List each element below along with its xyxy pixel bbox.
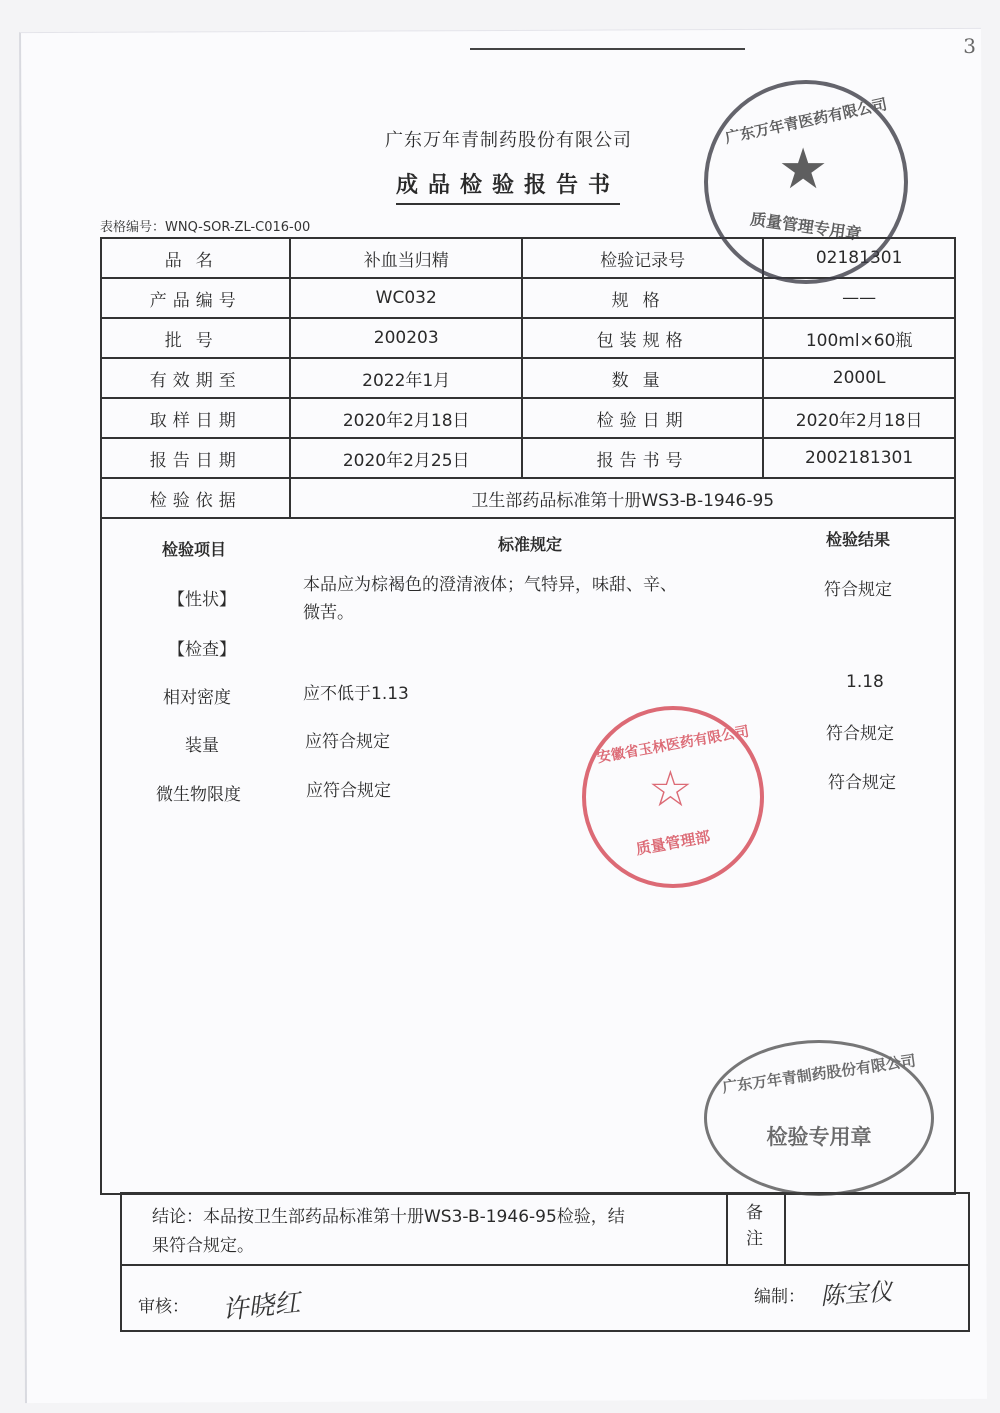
fill-result: 符合规定 (826, 724, 894, 744)
page-number: 3 (963, 34, 976, 58)
quantity-label: 数量 (522, 358, 763, 398)
expiry-label: 有效期至 (101, 358, 290, 398)
micro-result: 符合规定 (828, 773, 896, 793)
compile-signature: 陈宝仪 (819, 1277, 894, 1311)
seal-bottom-text: 质量管理专用章 (749, 209, 863, 244)
col-standard-header: 标准规定 (498, 535, 563, 554)
package-value: 100ml×60瓶 (763, 318, 955, 358)
distributor-quality-seal (582, 706, 764, 888)
divider (784, 1194, 786, 1264)
company-name: 广东万年青制药股份有限公司 (385, 130, 632, 151)
batch-value: 200203 (290, 318, 521, 358)
quality-management-seal (704, 80, 908, 284)
inspection-seal (704, 1040, 934, 1196)
review-label: 审核： (138, 1297, 189, 1317)
table-row (101, 318, 955, 358)
batch-label: 批号 (101, 318, 290, 358)
conclusion-box (120, 1192, 970, 1266)
spec-value: —— (763, 278, 955, 318)
report-date-label: 报告日期 (101, 438, 290, 478)
top-rule (470, 48, 745, 50)
conclusion-line1: 结论：本品按卫生部药品标准第十册WS3-B-1946-95检验，结 (152, 1207, 625, 1227)
remark-label-2: 注 (746, 1229, 763, 1249)
table-row (101, 438, 955, 478)
package-label: 包装规格 (522, 318, 763, 358)
density-result: 1.18 (846, 672, 884, 692)
spec-label: 规格 (522, 278, 763, 318)
micro-item: 微生物限度 (156, 785, 241, 805)
report-no-label: 报告书号 (522, 438, 763, 478)
product-name-value: 补血当归精 (290, 238, 521, 278)
seal-bottom-text: 检验专用章 (766, 1125, 872, 1149)
product-code-value: WC032 (290, 278, 521, 318)
sample-date-label: 取样日期 (101, 398, 290, 438)
basis-value: 卫生部药品标准第十册WS3-B-1946-95 (290, 478, 955, 518)
table-row (101, 278, 955, 318)
record-no-value: 02181301 (763, 238, 955, 278)
report-title: 成品检验报告书 (396, 168, 620, 205)
table-row (101, 398, 955, 438)
record-no-label: 检验记录号 (522, 238, 763, 278)
form-number: 表格编号：WNQ-SOR-ZL-C016-00 (100, 220, 311, 235)
report-date-value: 2020年2月25日 (290, 438, 521, 478)
col-result-header: 检验结果 (826, 530, 891, 549)
remark-label-1: 备 (746, 1203, 763, 1223)
review-signature: 许晓红 (220, 1287, 302, 1326)
quantity-value: 2000L (763, 358, 955, 398)
expiry-value: 2022年1月 (290, 358, 521, 398)
report-no-value: 2002181301 (763, 438, 955, 478)
fill-item: 装量 (185, 736, 219, 756)
test-date-label: 检验日期 (522, 398, 763, 438)
star-icon: ☆ (648, 760, 693, 818)
fill-standard: 应符合规定 (305, 732, 390, 752)
seal-ring-text: 广东万年青制药股份有限公司 (721, 1051, 917, 1097)
basis-label: 检验依据 (101, 478, 290, 518)
check-header: 【检查】 (168, 640, 236, 660)
col-item-header: 检验项目 (162, 540, 227, 559)
compile-label: 编制： (754, 1287, 805, 1307)
density-standard: 应不低于1.13 (303, 684, 409, 704)
density-item: 相对密度 (163, 688, 231, 708)
seal-bottom-text: 质量管理部 (634, 827, 712, 859)
table-row (101, 358, 955, 398)
divider (726, 1194, 728, 1264)
conclusion-line2: 果符合规定。 (152, 1236, 254, 1256)
signature-box (120, 1262, 970, 1332)
product-code-label: 产品编号 (101, 278, 290, 318)
product-name-label: 品名 (101, 238, 290, 278)
star-icon: ★ (778, 137, 829, 202)
seal-ring-text: 广东万年青医药有限公司 (723, 95, 889, 147)
micro-standard: 应符合规定 (306, 781, 391, 801)
test-date-value: 2020年2月18日 (763, 398, 955, 438)
sample-date-value: 2020年2月18日 (290, 398, 521, 438)
appearance-result: 符合规定 (824, 580, 892, 600)
appearance-standard-line2: 微苦。 (303, 603, 354, 623)
appearance-item: 【性状】 (168, 590, 236, 610)
appearance-standard-line1: 本品应为棕褐色的澄清液体；气特异，味甜、辛、 (303, 575, 677, 595)
seal-ring-text: 安徽省玉林医药有限公司 (595, 723, 751, 767)
table-row (101, 478, 955, 518)
